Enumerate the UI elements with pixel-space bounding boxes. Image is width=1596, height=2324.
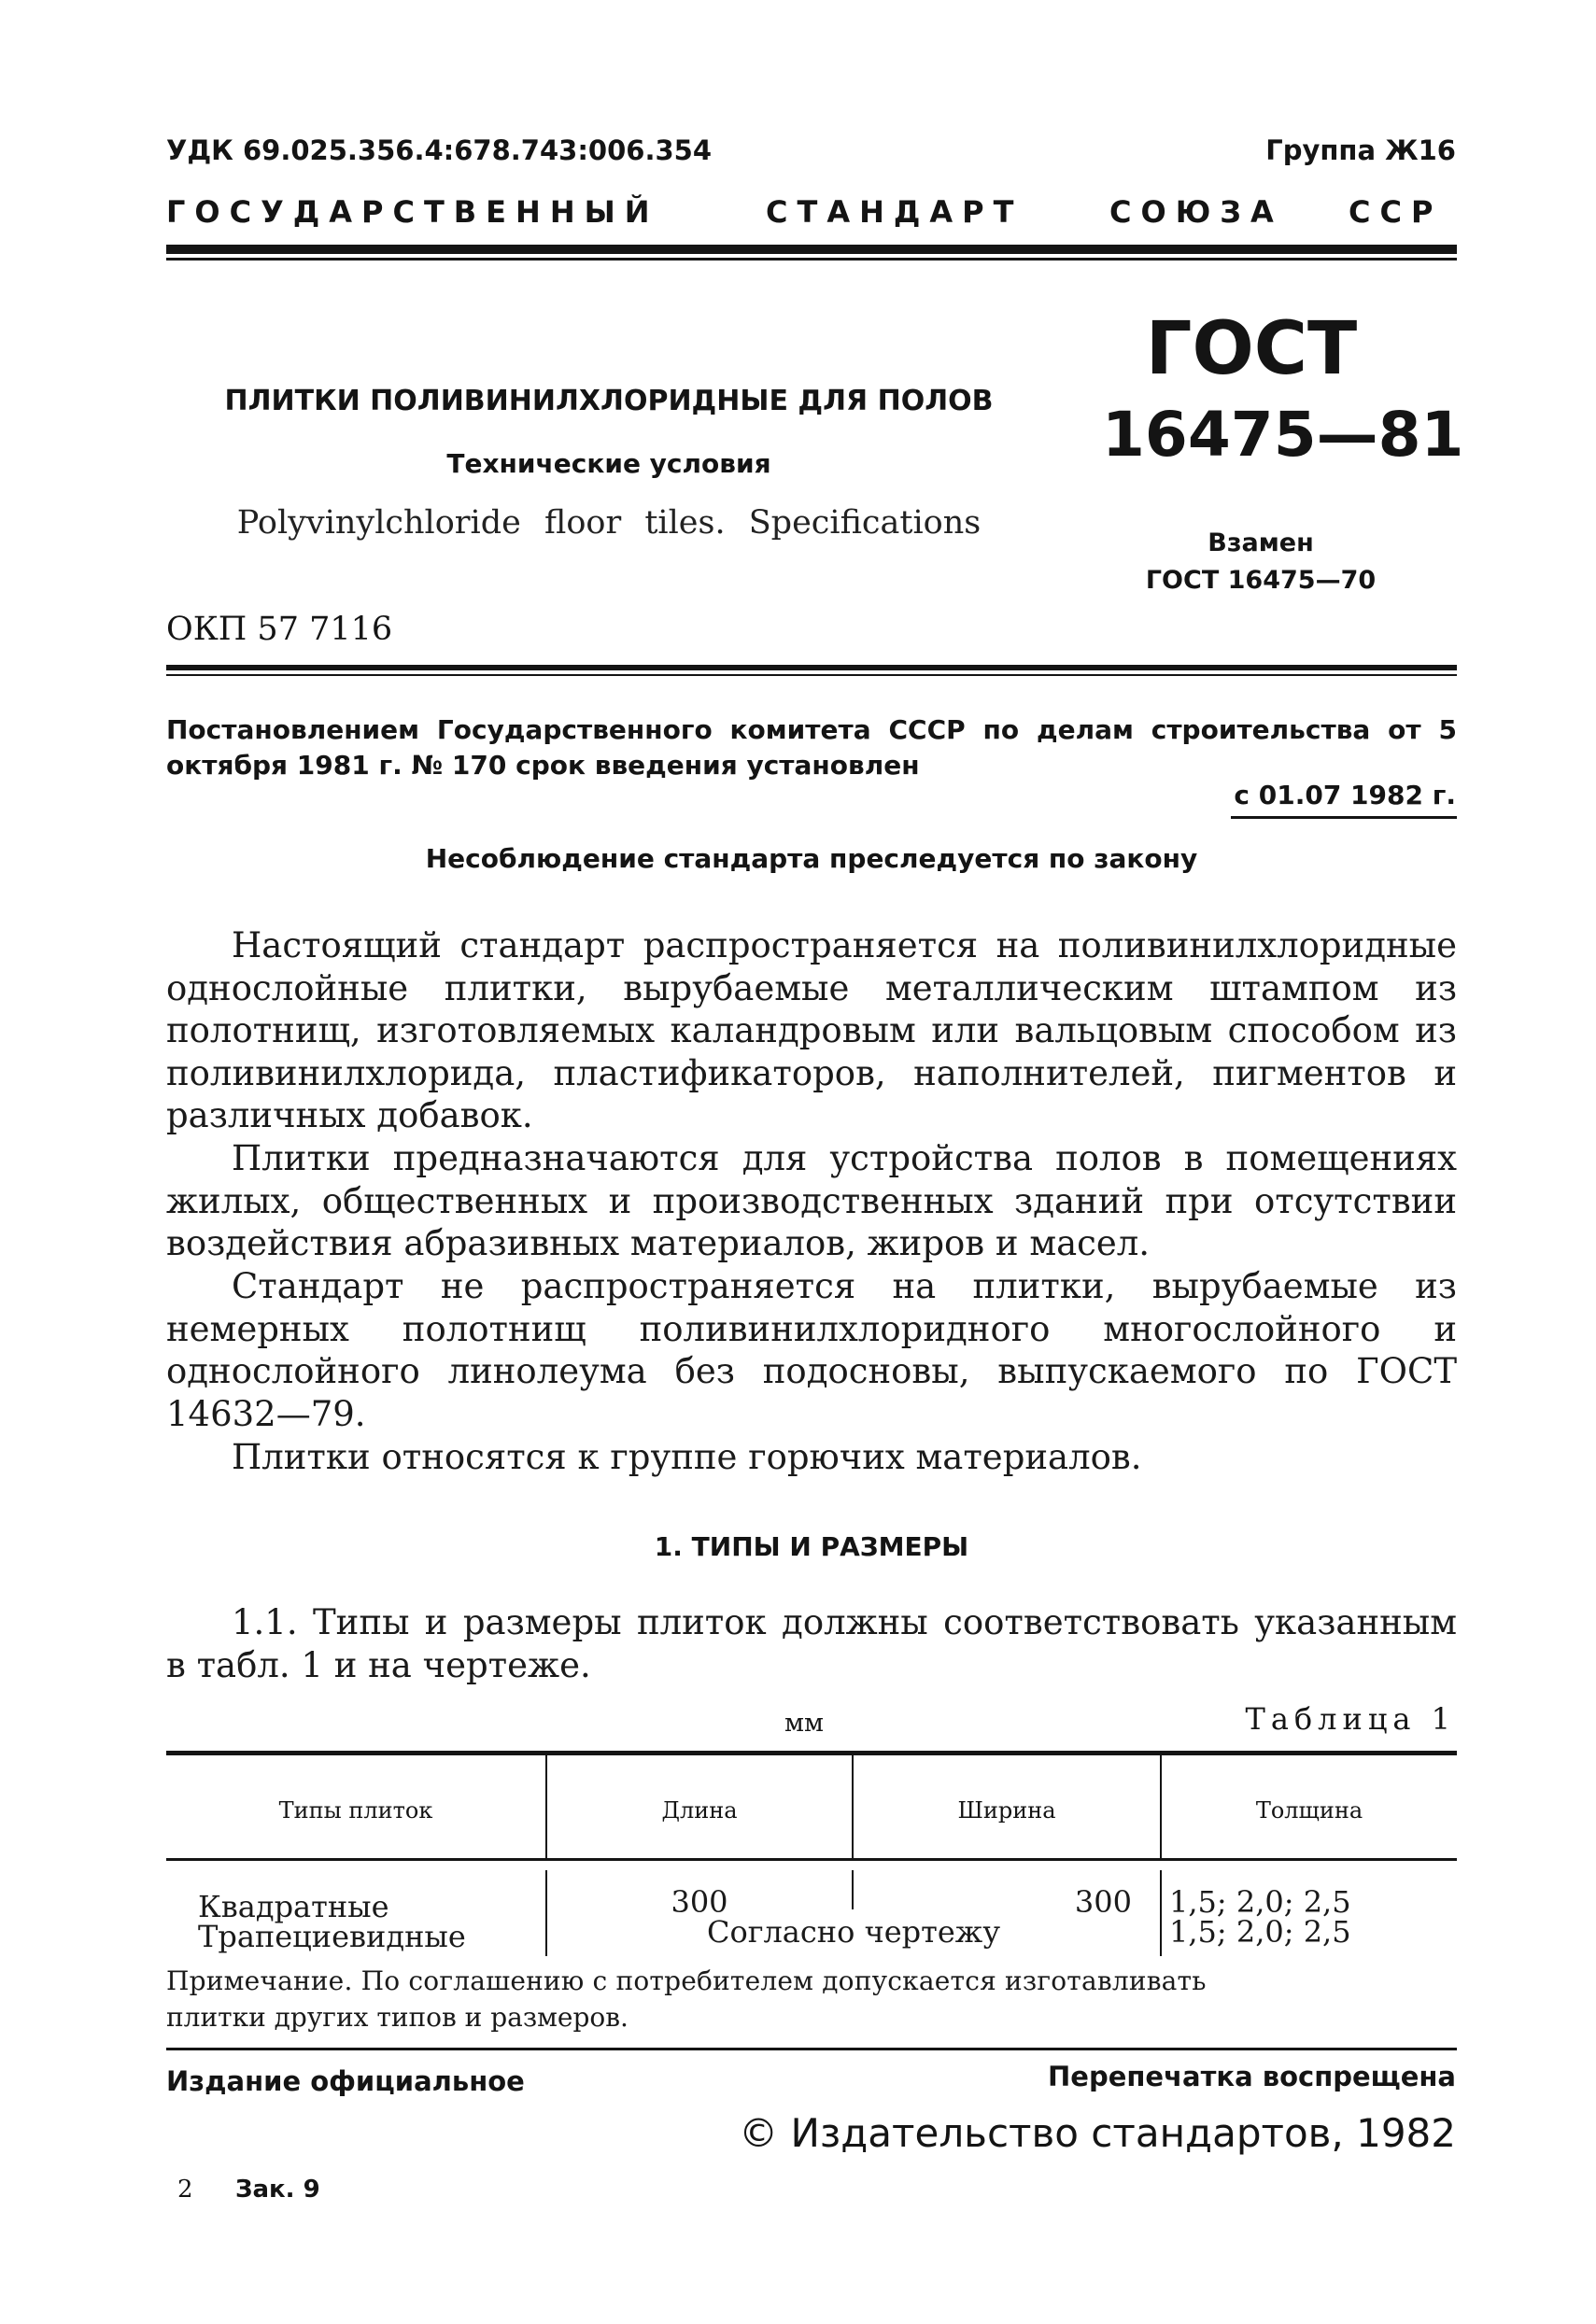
law-notice: Несоблюдение стандарта преследуется по закону <box>425 843 1198 874</box>
row-2-thickness: 1,5; 2,0; 2,5 <box>1169 1914 1351 1950</box>
title-bottom-thin-rule <box>166 674 1457 676</box>
table-note-line-2: плитки других типов и размеров. <box>166 2002 629 2033</box>
row-1-length: 300 <box>671 1884 728 1920</box>
table-header-width: Ширина <box>957 1797 1056 1824</box>
header-thick-rule <box>166 245 1457 254</box>
table-top-rule <box>166 1751 1457 1755</box>
decree-date-underline <box>1231 816 1457 819</box>
document-title: ПЛИТКИ ПОЛИВИНИЛХЛОРИДНЫЕ ДЛЯ ПОЛОВ <box>224 385 994 417</box>
title-bottom-rule <box>166 665 1457 670</box>
row-2-type: Трапециевидные <box>198 1919 466 1954</box>
gost-number: 16475—81 <box>1102 399 1464 471</box>
udk-code: УДК 69.025.356.4:678.743:006.354 <box>166 134 713 166</box>
table-header-thickness: Толщина <box>1255 1797 1363 1824</box>
table-note-line-1: Примечание. По соглашению с потребителем допускается изготавливать <box>166 1965 1207 1996</box>
official-edition: Издание официальное <box>166 2065 525 2097</box>
okp-code: ОКП 57 7116 <box>166 611 393 648</box>
reprint-notice: Перепечатка воспрещена <box>1048 2061 1456 2092</box>
gost-label: ГОСТ <box>1145 307 1358 391</box>
replaces-label: Взамен <box>1208 528 1314 557</box>
row-1-thickness: 1,5; 2,0; 2,5 <box>1169 1884 1351 1920</box>
publisher-copyright: © Издательство стандартов, 1982 <box>739 2110 1456 2156</box>
clause-1-1: 1.1. Типы и размеры плиток должны соответствовать указанным в табл. 1 и на чертеже. <box>166 1602 1457 1685</box>
page-number: 2 <box>177 2176 193 2204</box>
order-number: Зак. 9 <box>235 2176 320 2204</box>
banner-word-2: СТАНДАРТ <box>766 194 1024 230</box>
decree-text: Постановлением Государственного комитета СССР по делам строительства от 5 октября 1981 г. № 170 срок введения установлен <box>166 714 1457 781</box>
banner-word-3: СОЮЗА <box>1109 194 1283 230</box>
paragraph-flammability: Плитки относятся к группе горючих материалов. <box>232 1437 1142 1477</box>
paragraph-purpose: Плитки предназначаются для устройства полов в помещениях жилых, общественных и производственных зданий при отсутствии воздействия абразивных материалов, жиров и масел. <box>166 1138 1457 1263</box>
table-header-rule <box>166 1858 1457 1861</box>
group-code: Группа Ж16 <box>1265 134 1456 166</box>
table-header-length: Длина <box>661 1797 738 1824</box>
section-heading: 1. ТИПЫ И РАЗМЕРЫ <box>654 1531 969 1562</box>
document-title-english: Polyvinylchloride floor tiles. Specifications <box>236 504 982 542</box>
banner-word-4: ССР <box>1349 194 1443 230</box>
table-label: Таблица 1 <box>1245 1701 1456 1737</box>
table-unit: мм <box>784 1709 825 1738</box>
banner-word-1: ГОСУДАРСТВЕННЫЙ <box>166 194 659 230</box>
paragraph-exclusion: Стандарт не распространяется на плитки, вырубаемые из немерных полотнищ поливинилхлоридного многослойного и однослойного линолеума без подосновы, выпускаемого по ГОСТ 14632—79. <box>166 1266 1457 1434</box>
table-body-divider-2 <box>852 1870 854 1909</box>
row-1-type: Квадратные <box>198 1889 389 1924</box>
table-body-divider-3 <box>1160 1870 1162 1956</box>
row-2-length-width: Согласно чертежу <box>706 1914 1001 1950</box>
row-1-width: 300 <box>1074 1884 1132 1920</box>
table-header-type: Типы плиток <box>278 1797 433 1824</box>
paragraph-scope: Настоящий стандарт распространяется на поливинилхлоридные однослойные плитки, вырубаемые металлическим штампом из полотнищ, изготовляемых каландровым или вальцовым способом из поливинилхлорида, пластификаторов, наполнителей, пигментов и различных добавок. <box>166 925 1457 1135</box>
document-subtitle: Технические условия <box>446 448 771 479</box>
replaces-standard: ГОСТ 16475—70 <box>1145 566 1377 595</box>
footer-rule <box>166 2048 1457 2050</box>
header-thin-rule <box>166 258 1457 261</box>
decree-date: с 01.07 1982 г. <box>1234 780 1456 810</box>
